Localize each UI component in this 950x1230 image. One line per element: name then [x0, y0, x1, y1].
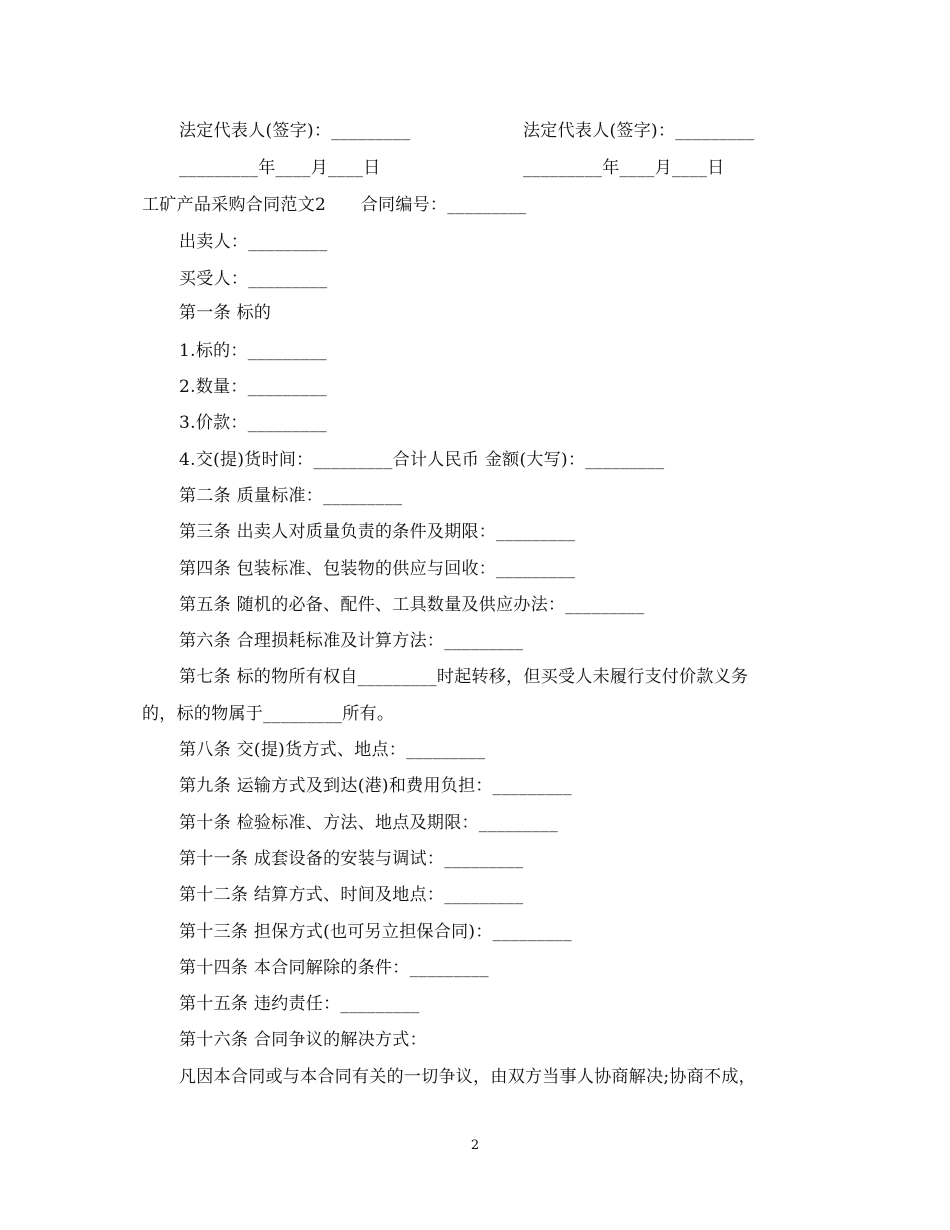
- seller-line: 出卖人：_________: [179, 232, 328, 252]
- right-signature-date: _________年____月____日: [523, 158, 725, 178]
- page-number: 2: [470, 1138, 480, 1153]
- article-16: 第十六条 合同争议的解决方式：: [179, 1030, 427, 1050]
- contract-heading-line: 工矿产品采购合同范文2 合同编号：_________: [142, 195, 527, 215]
- article-4: 第四条 包装标准、包装物的供应与回收：_________: [179, 559, 576, 579]
- dispute-resolution-text: 凡因本合同或与本合同有关的一切争议，由双方当事人协商解决;协商不成，: [179, 1067, 756, 1087]
- article-10: 第十条 检验标准、方法、地点及期限：_________: [179, 813, 559, 833]
- price-item: 3.价款：_________: [179, 413, 327, 433]
- article-8: 第八条 交(提)货方式、地点：_________: [179, 740, 486, 760]
- article-15: 第十五条 违约责任：_________: [179, 994, 420, 1014]
- article-5: 第五条 随机的必备、配件、工具数量及供应办法：_________: [179, 595, 645, 615]
- article-7-continuation: 的，标的物属于_________所有。: [142, 704, 395, 724]
- article-14: 第十四条 本合同解除的条件：_________: [179, 958, 489, 978]
- subject-item: 1.标的：_________: [179, 341, 327, 361]
- article-7: 第七条 标的物所有权自_________时起转移，但买受人未履行支付价款义务: [179, 667, 749, 687]
- delivery-time-item: 4.交(提)货时间：_________合计人民币 金额(大写)：_________: [179, 450, 665, 470]
- article-6: 第六条 合理损耗标准及计算方法：_________: [179, 631, 524, 651]
- article-11: 第十一条 成套设备的安装与调试：_________: [179, 849, 524, 869]
- article-1-heading: 第一条 标的: [179, 303, 272, 323]
- quantity-item: 2.数量：_________: [179, 377, 327, 397]
- article-9: 第九条 运输方式及到达(港)和费用负担：_________: [179, 776, 572, 796]
- article-13: 第十三条 担保方式(也可另立担保合同)：_________: [179, 922, 572, 942]
- buyer-line: 买受人：_________: [179, 269, 328, 289]
- article-3: 第三条 出卖人对质量负责的条件及期限：_________: [179, 522, 576, 542]
- left-legal-rep-signature: 法定代表人(签字)：_________: [179, 121, 411, 141]
- article-2: 第二条 质量标准：_________: [179, 486, 403, 506]
- article-12: 第十二条 结算方式、时间及地点：_________: [179, 885, 524, 905]
- right-legal-rep-signature: 法定代表人(签字)：_________: [523, 121, 755, 141]
- left-signature-date: _________年____月____日: [179, 158, 381, 178]
